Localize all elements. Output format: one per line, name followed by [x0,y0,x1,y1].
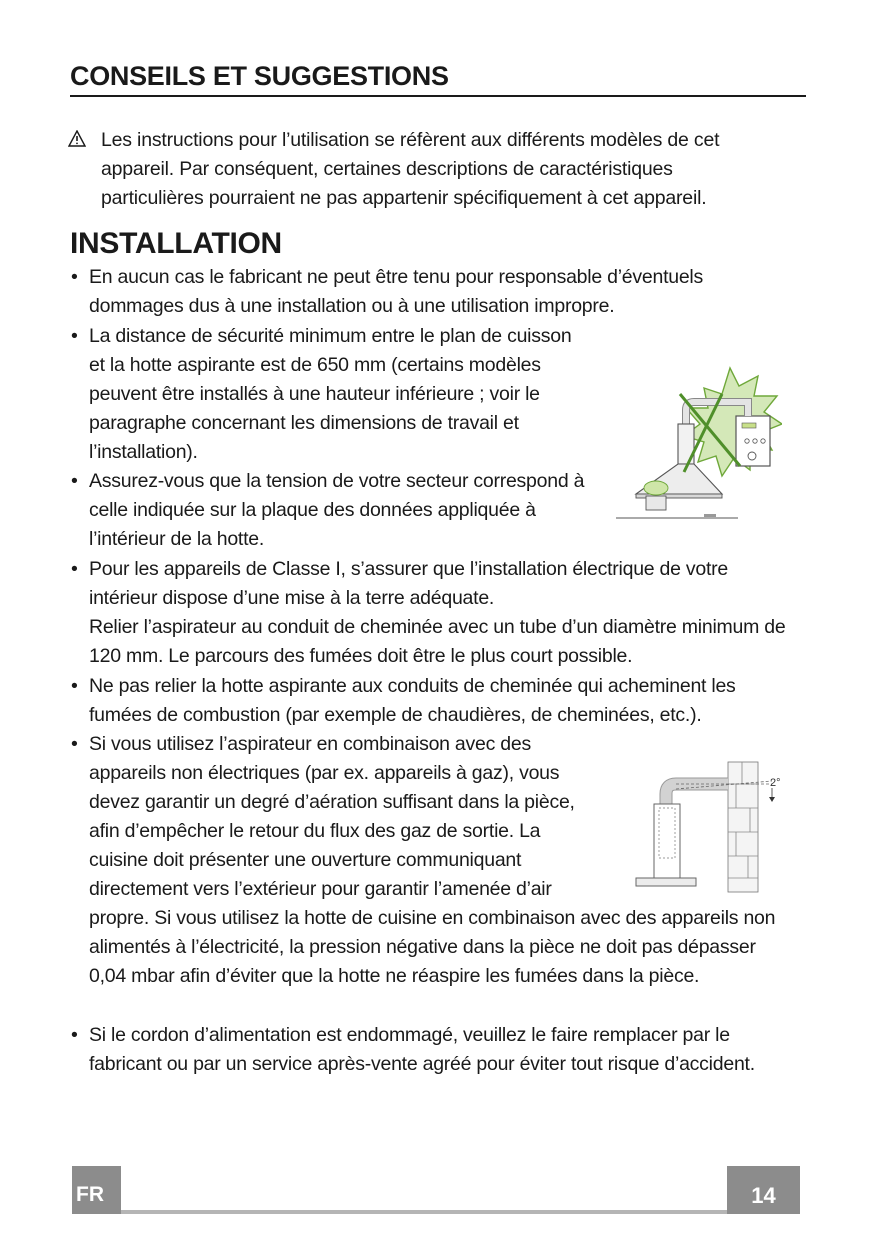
bullet-mark: • [71,266,78,288]
bullet-mark: • [71,1024,78,1046]
list-item: Assurez-vous que la tension de votre secteur correspond à celle indiquée sur la plaque des données appliquée à l’intérieur de la hotte. [89,470,585,550]
bullet-mark: • [71,733,78,755]
warning-triangle-icon [68,130,86,147]
warning-text: Les instructions pour l’utilisation se réfèrent aux différents modèles de cet appareil. Par conséquent, certaines descriptions de caractéristiques particulières pourraient ne pas appartenir spécifiquement à cet appareil. [101,129,720,209]
bullet-mark: • [71,470,78,492]
list-item: Ne pas relier la hotte aspirante aux conduits de cheminée qui acheminent les fumées de combustion (par exemple de chaudières, de cheminées, etc.). [89,675,736,726]
footer-language-tab: FR [72,1166,121,1214]
list-item: En aucun cas le fabricant ne peut être tenu pour responsable d’éventuels dommages dus à une installation ou à une utilisation impropre. [89,266,704,317]
footer-page-number: 14 [727,1166,800,1214]
duct-slope-illustration [632,760,792,895]
angle-label: 2° [770,777,781,789]
warning-notice [68,126,768,213]
list-item: Si le cordon d’alimentation est endommagé, veuillez le faire remplacer par le fabricant ou par un service après-vente agréé pour éviter tout risque d’accident. [89,1024,755,1075]
hood-boiler-forbidden-illustration [612,366,782,522]
list-item: La distance de sécurité minimum entre le plan de cuisson et la hotte aspirante est de 650 mm (certains modèles peuvent être installés à une hauteur inférieure ; voir le paragraphe concernant les dimensions de travail et l’installation). [89,325,572,463]
list-item: Si vous utilisez l’aspirateur en combinaison avec des appareils non électriques (par ex. appareils à gaz), vous devez garantir un degré d’aération suffisant dans la pièce, afin d’empêcher le retour du flux des gaz de sortie. La cuisine doit présenter une ouverture communiquant directement vers l’extérieur pour garantir l’amenée d’air propre. Si vous utilisez la hotte de cuisine en combinaison avec des appareils non alimentés à l’électricité, la pression négative dans la pièce ne doit pas dépasser 0,04 mbar afin d’éviter que la hotte ne réaspire les fumées dans la pièce. [89,733,776,987]
list-item: Relier l’aspirateur au conduit de cheminée avec un tube d’un diamètre minimum de 120 mm. Le parcours des fumées doit être le plus court possible. [89,616,786,667]
bullet-mark: • [71,325,78,347]
bullet-mark: • [71,675,78,697]
list-item: Pour les appareils de Classe I, s’assurer que l’installation électrique de votre intérieur dispose d’une mise à la terre adéquate. [89,558,729,609]
page-title: CONSEILS ET SUGGESTIONS [70,60,806,97]
bullet-mark: • [71,558,78,580]
section-title-installation: INSTALLATION [70,227,282,260]
footer-bar [72,1210,800,1214]
